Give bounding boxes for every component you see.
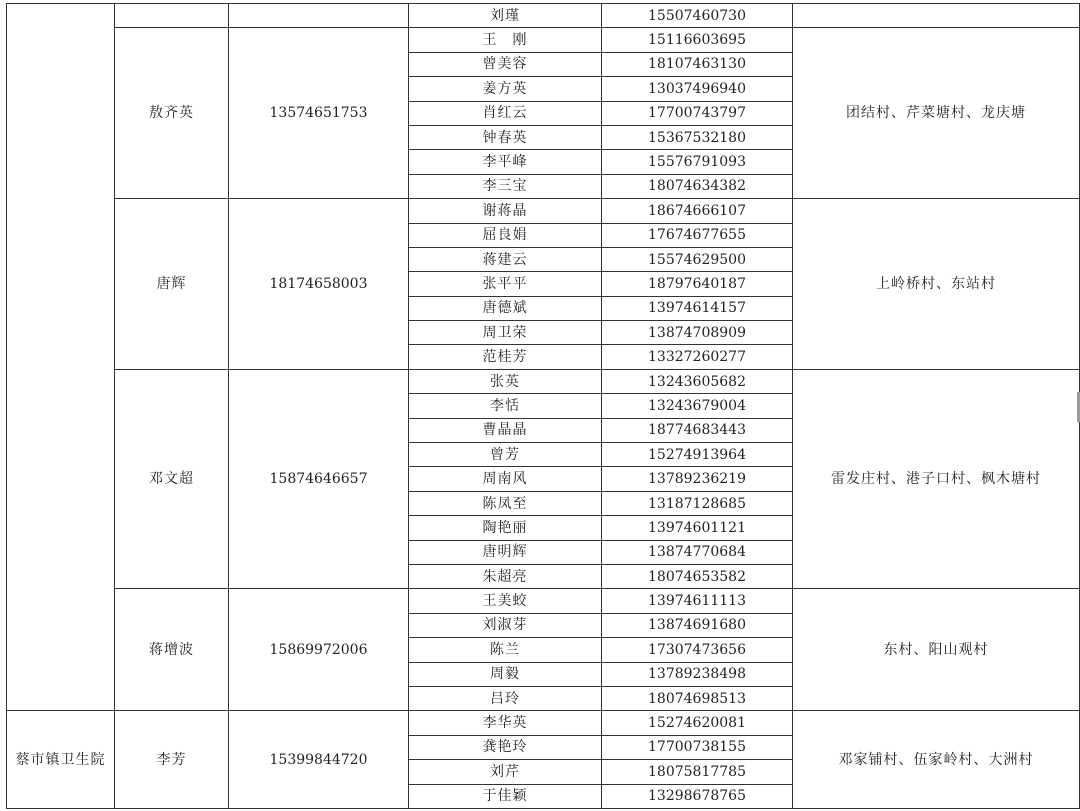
member-phone-cell: 18074653582 bbox=[602, 564, 793, 588]
member-phone-cell: 13974614157 bbox=[602, 296, 793, 320]
member-name-cell: 曹晶晶 bbox=[409, 418, 602, 442]
assigned-villages-cell: 邓家铺村、伍家岭村、大洲村 bbox=[793, 711, 1080, 809]
member-name-cell: 张英 bbox=[409, 369, 602, 393]
member-name-cell: 陈凤至 bbox=[409, 491, 602, 515]
institution-name-cell bbox=[7, 4, 115, 711]
member-phone-cell: 13874770684 bbox=[602, 540, 793, 564]
assigned-villages-cell: 东村、阳山观村 bbox=[793, 589, 1080, 711]
group-leader-phone-cell: 15869972006 bbox=[229, 589, 409, 711]
member-name-cell: 周南风 bbox=[409, 467, 602, 491]
member-name-cell: 朱超亮 bbox=[409, 564, 602, 588]
member-name-cell: 刘瑾 bbox=[409, 4, 602, 28]
member-name-cell: 周卫荣 bbox=[409, 321, 602, 345]
table-row bbox=[7, 199, 1080, 223]
member-phone-cell: 18074634382 bbox=[602, 174, 793, 198]
member-name-cell: 范桂芳 bbox=[409, 345, 602, 369]
member-name-cell: 曾芳 bbox=[409, 443, 602, 467]
group-leader-cell: 唐辉 bbox=[115, 199, 229, 370]
member-name-cell: 肖红云 bbox=[409, 101, 602, 125]
member-phone-cell: 13298678765 bbox=[602, 784, 793, 808]
member-name-cell: 龚艳玲 bbox=[409, 735, 602, 759]
member-name-cell: 姜方英 bbox=[409, 77, 602, 101]
member-name-cell: 李平峰 bbox=[409, 150, 602, 174]
member-name-cell: 陈兰 bbox=[409, 638, 602, 662]
member-phone-cell: 13187128685 bbox=[602, 491, 793, 515]
member-name-cell: 周毅 bbox=[409, 662, 602, 686]
member-name-cell: 张平平 bbox=[409, 272, 602, 296]
member-name-cell: 刘芹 bbox=[409, 760, 602, 784]
member-phone-cell: 18797640187 bbox=[602, 272, 793, 296]
member-phone-cell: 18107463130 bbox=[602, 52, 793, 76]
member-name-cell: 于佳颖 bbox=[409, 784, 602, 808]
group-leader-cell: 李芳 bbox=[115, 711, 229, 809]
contact-table-body bbox=[7, 4, 1080, 809]
member-phone-cell: 13789238498 bbox=[602, 662, 793, 686]
member-phone-cell: 15116603695 bbox=[602, 28, 793, 52]
member-phone-cell: 15576791093 bbox=[602, 150, 793, 174]
member-name-cell: 刘淑芽 bbox=[409, 613, 602, 637]
member-phone-cell: 13974611113 bbox=[602, 589, 793, 613]
table-row bbox=[7, 4, 1080, 28]
member-phone-cell: 17700743797 bbox=[602, 101, 793, 125]
member-name-cell: 曾美容 bbox=[409, 52, 602, 76]
group-leader-cell: 邓文超 bbox=[115, 369, 229, 589]
assigned-villages-cell bbox=[793, 4, 1080, 28]
member-name-cell: 王美蛟 bbox=[409, 589, 602, 613]
group-leader-cell: 蒋增波 bbox=[115, 589, 229, 711]
member-phone-cell: 15274620081 bbox=[602, 711, 793, 735]
assigned-villages-cell: 雷发庄村、港子口村、枫木塘村 bbox=[793, 369, 1080, 589]
table-row bbox=[7, 711, 1080, 735]
group-leader-phone-cell: 15874646657 bbox=[229, 369, 409, 589]
member-name-cell: 吕玲 bbox=[409, 686, 602, 710]
member-name-cell: 陶艳丽 bbox=[409, 516, 602, 540]
member-phone-cell: 13243679004 bbox=[602, 394, 793, 418]
table-row bbox=[7, 589, 1080, 613]
member-name-cell: 钟春英 bbox=[409, 125, 602, 149]
member-phone-cell: 13037496940 bbox=[602, 77, 793, 101]
group-leader-cell bbox=[115, 4, 229, 28]
member-phone-cell: 13243605682 bbox=[602, 369, 793, 393]
member-name-cell: 屈良娟 bbox=[409, 223, 602, 247]
member-name-cell: 唐德斌 bbox=[409, 296, 602, 320]
member-phone-cell: 15574629500 bbox=[602, 247, 793, 271]
group-leader-phone-cell: 13574651753 bbox=[229, 28, 409, 199]
member-phone-cell: 18774683443 bbox=[602, 418, 793, 442]
group-leader-phone-cell: 15399844720 bbox=[229, 711, 409, 809]
assigned-villages-cell: 上岭桥村、东站村 bbox=[793, 199, 1080, 370]
member-phone-cell: 15507460730 bbox=[602, 4, 793, 28]
assigned-villages-cell: 团结村、芹菜塘村、龙庆塘 bbox=[793, 28, 1080, 199]
table-row bbox=[7, 369, 1080, 393]
member-phone-cell: 17307473656 bbox=[602, 638, 793, 662]
group-leader-cell: 敖齐英 bbox=[115, 28, 229, 199]
member-phone-cell: 17700738155 bbox=[602, 735, 793, 759]
member-phone-cell: 15274913964 bbox=[602, 443, 793, 467]
member-phone-cell: 18074698513 bbox=[602, 686, 793, 710]
member-phone-cell: 13874708909 bbox=[602, 321, 793, 345]
member-name-cell: 蒋建云 bbox=[409, 247, 602, 271]
member-phone-cell: 18075817785 bbox=[602, 760, 793, 784]
member-phone-cell: 13974601121 bbox=[602, 516, 793, 540]
institution-name-cell: 蔡市镇卫生院 bbox=[7, 711, 115, 809]
member-name-cell: 唐明辉 bbox=[409, 540, 602, 564]
group-leader-phone-cell: 18174658003 bbox=[229, 199, 409, 370]
member-name-cell: 李恬 bbox=[409, 394, 602, 418]
group-leader-phone-cell bbox=[229, 4, 409, 28]
member-phone-cell: 17674677655 bbox=[602, 223, 793, 247]
member-phone-cell: 13327260277 bbox=[602, 345, 793, 369]
member-phone-cell: 13874691680 bbox=[602, 613, 793, 637]
member-name-cell: 李华英 bbox=[409, 711, 602, 735]
member-name-cell: 王 刚 bbox=[409, 28, 602, 52]
member-phone-cell: 15367532180 bbox=[602, 125, 793, 149]
member-name-cell: 李三宝 bbox=[409, 174, 602, 198]
member-phone-cell: 18674666107 bbox=[602, 199, 793, 223]
contact-table bbox=[6, 3, 1080, 809]
table-row bbox=[7, 28, 1080, 52]
member-name-cell: 谢蒋晶 bbox=[409, 199, 602, 223]
member-phone-cell: 13789236219 bbox=[602, 467, 793, 491]
